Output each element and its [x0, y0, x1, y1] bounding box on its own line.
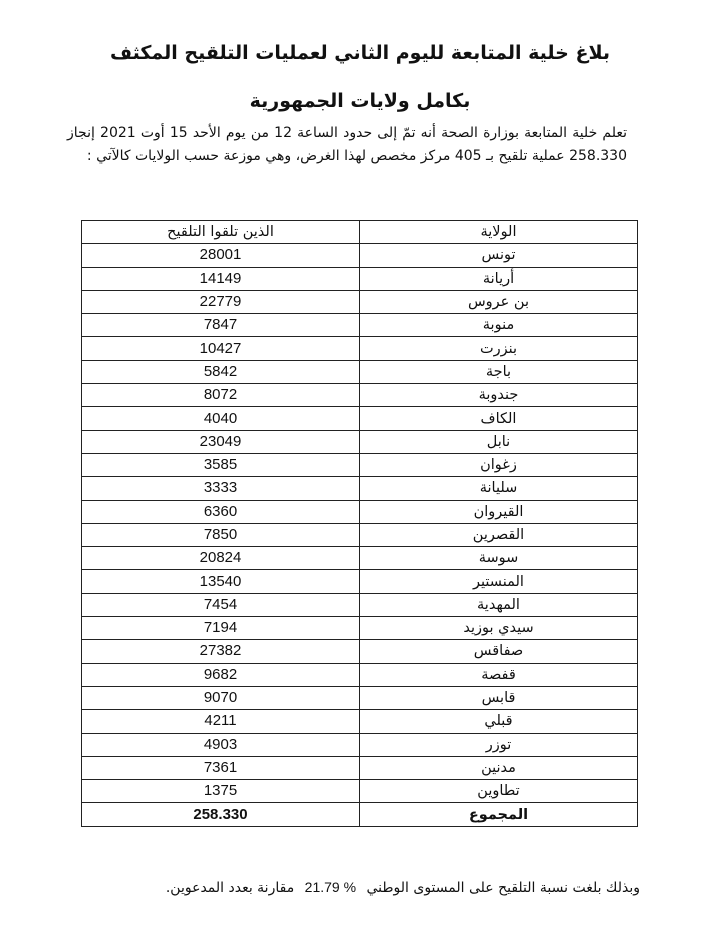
table-row [82, 593, 638, 616]
state-name: قفصة [360, 663, 638, 686]
table-row [82, 384, 638, 407]
table-row [82, 547, 638, 570]
bulletin-title: بلاغ خلية المتابعة لليوم الثاني لعمليات التلقيح المكثف [109, 42, 611, 64]
vaccinated-count: 10427 [82, 337, 360, 360]
state-name: القيروان [360, 500, 638, 523]
vaccinated-count: 5842 [82, 360, 360, 383]
table-body [82, 244, 638, 803]
vaccinated-count: 13540 [82, 570, 360, 593]
table-row [82, 360, 638, 383]
vaccinated-count: 9070 [82, 686, 360, 709]
table-row [82, 663, 638, 686]
table-row [82, 617, 638, 640]
table-row [82, 686, 638, 709]
state-name: مدنين [360, 756, 638, 779]
table-row [82, 453, 638, 476]
table-row [82, 733, 638, 756]
table-row [82, 290, 638, 313]
table-row [82, 244, 638, 267]
table-header-row [82, 221, 638, 244]
state-name: بن عروس [360, 290, 638, 313]
vaccinated-count: 7361 [82, 756, 360, 779]
state-name: زغوان [360, 453, 638, 476]
state-name: الكاف [360, 407, 638, 430]
table-row [82, 710, 638, 733]
state-name: نابل [360, 430, 638, 453]
vaccinated-count: 8072 [82, 384, 360, 407]
state-name: جندوبة [360, 384, 638, 407]
header-vaccinated-count: الذين تلقوا التلقيح [82, 221, 360, 244]
total-row [82, 803, 638, 826]
vaccinated-count: 28001 [82, 244, 360, 267]
state-name: سيدي بوزيد [360, 617, 638, 640]
state-name: منوبة [360, 314, 638, 337]
vaccinated-count: 22779 [82, 290, 360, 313]
header-state: الولاية [360, 221, 638, 244]
vaccinated-count: 9682 [82, 663, 360, 686]
table-row [82, 640, 638, 663]
vaccinated-count: 4903 [82, 733, 360, 756]
vaccinated-count: 6360 [82, 500, 360, 523]
bulletin-subtitle: بكامل ولايات الجمهورية [249, 90, 471, 112]
table-row [82, 477, 638, 500]
conclusion-text-after: مقارنة بعدد المدعوين. [165, 880, 295, 896]
table-row [82, 267, 638, 290]
state-name: بنزرت [360, 337, 638, 360]
vaccination-table [81, 220, 638, 827]
total-label: المجموع [360, 803, 638, 826]
table-row [82, 500, 638, 523]
table-row [82, 430, 638, 453]
state-name: توزر [360, 733, 638, 756]
vaccinated-count: 3333 [82, 477, 360, 500]
state-name: باجة [360, 360, 638, 383]
state-name: قبلي [360, 710, 638, 733]
vaccinated-count: 7850 [82, 523, 360, 546]
state-name: المنستير [360, 570, 638, 593]
state-name: سليانة [360, 477, 638, 500]
vaccinated-count: 27382 [82, 640, 360, 663]
intro-paragraph: تعلم خلية المتابعة بوزارة الصحة أنه تمّ إلى حدود الساعة 12 من يوم الأحد 15 أوت 2021 إنجاز 258.330 عملية تلقيح بـ 405 مركز مخصص لهذا الغرض، وهي موزعة حسب الولايات كالآتي : [67, 125, 627, 164]
vaccinated-count: 23049 [82, 430, 360, 453]
state-name: القصرين [360, 523, 638, 546]
total-value: 258.330 [82, 803, 360, 826]
table-row [82, 407, 638, 430]
state-name: صفاقس [360, 640, 638, 663]
vaccinated-count: 7847 [82, 314, 360, 337]
vaccinated-count: 20824 [82, 547, 360, 570]
vaccinated-count: 1375 [82, 780, 360, 803]
vaccinated-count: 14149 [82, 267, 360, 290]
table-row [82, 756, 638, 779]
table-row [82, 337, 638, 360]
state-name: تطاوين [360, 780, 638, 803]
table-row [82, 523, 638, 546]
table-row [82, 780, 638, 803]
vaccinated-count: 3585 [82, 453, 360, 476]
vaccination-percentage: 21.79 % [304, 879, 357, 895]
vaccinated-count: 4211 [82, 710, 360, 733]
state-name: تونس [360, 244, 638, 267]
conclusion-text-before: وبذلك بلغت نسبة التلقيح على المستوى الوطني [366, 880, 640, 896]
table-row [82, 570, 638, 593]
state-name: قابس [360, 686, 638, 709]
table-row [82, 314, 638, 337]
state-name: سوسة [360, 547, 638, 570]
state-name: المهدية [360, 593, 638, 616]
vaccinated-count: 7454 [82, 593, 360, 616]
conclusion-sentence [166, 876, 640, 899]
vaccinated-count: 4040 [82, 407, 360, 430]
vaccinated-count: 7194 [82, 617, 360, 640]
state-name: أريانة [360, 267, 638, 290]
